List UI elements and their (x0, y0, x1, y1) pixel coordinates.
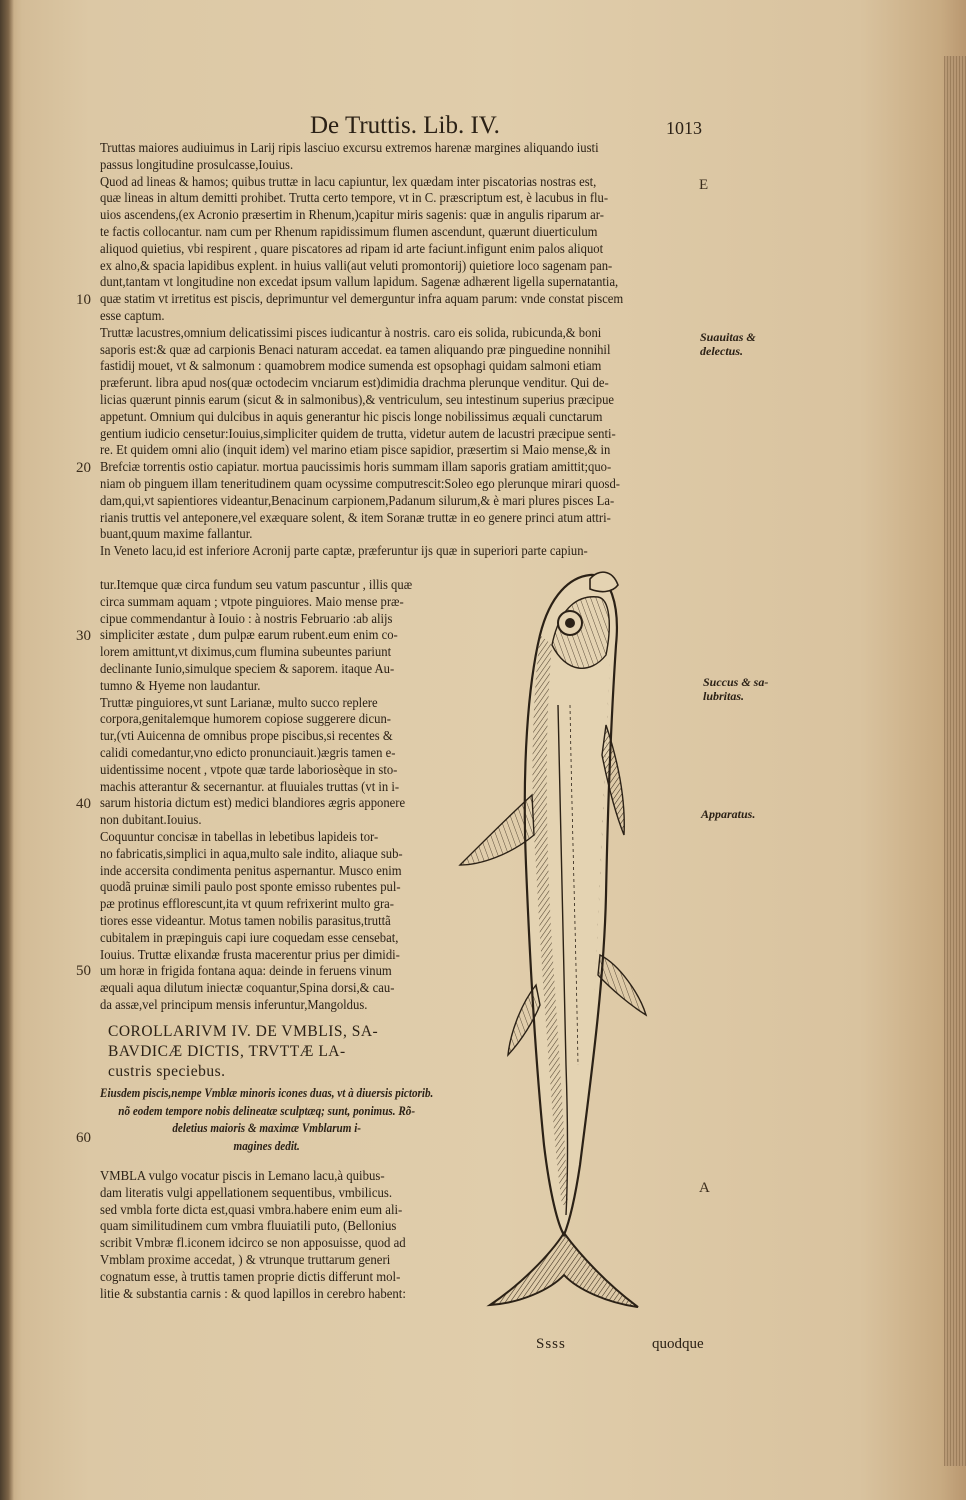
corollary-intro (100, 1085, 433, 1155)
text-block-3-line: Vmblam proxime accedat, ) & vtrunque truttarum generi (100, 1251, 391, 1267)
corollary-intro-line: deletius maioris & maximæ Vmblarum i- (172, 1121, 362, 1135)
line-number-60: 60 (76, 1130, 91, 1146)
text-block-2-line: cipue commendantur à Iouio : à nostris Februario :ab alijs (100, 610, 393, 626)
text-block-2-line: sarum historia dictum est) medici blandiores ægris apponere (100, 795, 406, 811)
text-block-2-line: declinante Iunio,simulque speciem & saporem. itaque Au- (100, 660, 395, 676)
line-number-30: 30 (76, 628, 91, 644)
corollary-title-line: custris speciebus. (108, 1063, 226, 1080)
text-block-2-line: calidi comedantur,vno edicto pronunciauit.)ægris tamen e- (100, 744, 396, 760)
text-block-2-line: pæ protinus efflorescunt,ita vt quum refrixerint multo gra- (100, 896, 394, 912)
text-block-2-line: circa summam aquam ; vtpote pinguiores. Maio mense præ- (100, 593, 404, 609)
fish-woodcut-illustration (440, 565, 750, 1325)
text-block-1-line: Truttas maiores audiuimus in Larij ripis lasciuo excursu extremos harenæ margines aliquando iusti (100, 140, 599, 155)
text-block-1-line: uios ascendens,(ex Acronio præsertim in Rhenum,)capitur miris sagenis: quæ in angulis riparum ar- (100, 207, 604, 223)
margin-letter-a: A (699, 1180, 710, 1196)
text-block-1-line: Truttæ lacustres,omnium delicatissimi pisces iudicantur à nostris. caro eis solida, rubicunda,& boni (100, 324, 602, 340)
text-block-1-line: buant,quum maxime fallantur. (100, 526, 253, 542)
catchword: quodque (652, 1336, 704, 1352)
text-block-1 (100, 140, 623, 560)
text-block-3-line: sed vmbla forte dicta est,quasi vmbra.habere enim eum ali- (100, 1201, 403, 1217)
text-block-2-line: tumno & Hyeme non laudantur. (100, 677, 261, 693)
line-number-20: 20 (76, 460, 91, 476)
text-block-1-line: dunt,tantam vt longitudine non excedat ipsum vallum lapidum. Sagenæ adhærent ligella supernatantia, (100, 274, 619, 290)
text-block-1-line: aliquod quietius, vbi respirent , quare piscatores ad ripam id arte faciunt.infigunt enim palos aliquot (100, 240, 604, 256)
text-block-2-line: Iouius. Truttæ elixandæ frusta macerentur prius per dimidi- (100, 946, 400, 962)
text-block-2-line: machis atterantur & secernantur. at fluuiales truttas (vt in i- (100, 778, 400, 794)
side-note-apparatus: Apparatus. (701, 807, 756, 821)
text-block-2-line: Truttæ pinguiores,vt sunt Larianæ, multo succo replere (100, 694, 378, 710)
text-block-1-line: Brefciæ torrentis ostio capiatur. mortua paucissimis horis summam illam saporis gratiam amittit;quo- (100, 459, 612, 475)
text-block-1-line: licias quærunt pinnis earum (sicut & in salmonibus),& ventriculum, seu intestinum superius præcipue (100, 391, 615, 407)
corollary-title (108, 1022, 378, 1082)
corollary-intro-line: nõ eodem tempore nobis delineatæ sculptæq; sunt, ponimus. Rõ- (118, 1103, 416, 1118)
running-title: De Truttis. Lib. IV. (310, 112, 500, 139)
text-block-1-line: saporis est:& quæ ad carpionis Benaci naturam accedat. ea tamen aliquando præ pinguedine nonnihil (100, 341, 611, 357)
side-note-suauitas: Suauitas & delectus. (700, 330, 756, 358)
text-block-1-line: præferunt. libra apud nos(quæ octodecim vnciarum est)dimidia drachma plerunque venditur. Qui de- (100, 375, 609, 391)
text-block-2 (100, 577, 412, 1014)
text-block-1-line: In Veneto lacu,id est inferiore Acronij parte captæ, præferuntur ijs quæ in superiori parte capiun- (100, 543, 588, 559)
line-number-40: 40 (76, 796, 91, 812)
text-block-3-line: VMBLA vulgo vocatur piscis in Lemano lacu,à quibus- (100, 1168, 385, 1183)
text-block-3 (100, 1168, 406, 1302)
text-block-2-line: Coquuntur concisæ in tabellas in lebetibus lapideis tor- (100, 828, 379, 844)
corollary-title-line: BAVDICÆ DICTIS, TRVTTÆ LA- (108, 1043, 346, 1060)
page-number: 1013 (666, 118, 702, 138)
text-block-1-line: Quod ad lineas & hamos; quibus truttæ in lacu capiuntur, lex quædam inter piscatorias nostras est, (100, 173, 597, 189)
text-block-2-line: inde accersita condimenta penitus aspernantur. Musco enim (100, 862, 402, 878)
text-block-2-line: cubitalem in præpinguis capi iure coquedam esse censebat, (100, 929, 399, 945)
text-block-3-line: cognatum esse, à truttis tamen proprie dictis differunt mol- (100, 1268, 401, 1284)
text-block-2-line: no fabricatis,simplici in aqua,multo sale indito, aliaque sub- (100, 845, 403, 861)
text-block-2-line: da assæ,vel principum mensis inferuntur,Mangoldus. (100, 996, 368, 1012)
text-block-2-line: corpora,genitalemque humorem copiose suggerere dicun- (100, 711, 392, 727)
text-block-2-line: tur,(vti Auicenna de omnibus prope piscibus,si recentes & (100, 728, 393, 744)
text-block-1-line: quæ lineas in altum demitti prohibet. Trutta certo tempore, vt in C. præscriptum est, è lacubus in flu- (100, 190, 609, 206)
text-block-3-line: quam similitudinem cum vmbra fluuiatili puto, (Bellonius (100, 1218, 397, 1234)
text-block-2-line: tur.Itemque quæ circa fundum seu vatum pascuntur , illis quæ (100, 577, 413, 592)
text-block-3-line: litie & substantia carnis : & quod lapillos in cerebro habent: (100, 1285, 406, 1301)
side-note-succus: Succus & sa- lubritas. (703, 675, 769, 703)
text-block-3-line: scribit Vmbræ fl.iconem idcirco se non apposuisse, quod ad (100, 1235, 406, 1251)
text-block-1-line: niam ob pinguem illam teneritudinem quam ocyssime computrescit:Soleo ego plerunque mirari quosd- (100, 475, 620, 491)
text-block-1-line: passus longitudine prosulcasse,Iouius. (100, 156, 294, 172)
signature-mark: Ssss (536, 1336, 566, 1352)
text-block-2-line: tiores esse videantur. Motus tamen nobilis parasitus,truttã (100, 912, 391, 928)
text-block-1-line: esse captum. (100, 307, 165, 323)
corollary-title-line: COROLLARIVM IV. DE VMBLIS, SA- (108, 1023, 379, 1040)
text-block-2-line: uidentissime nocent , vtpote quæ tarde laboriosèque in sto- (100, 761, 398, 777)
corollary-intro-line: Eiusdem piscis,nempe Vmblæ minoris icones duas, vt à diuersis pictorib. (100, 1086, 434, 1100)
text-block-1-line: appetunt. Omnium qui dulcibus in aquis generantur hic piscis longe nobilissimus æquali cunctarum (100, 408, 603, 424)
text-block-1-line: rianis truttis vel anteponere,vel exæquare solent, & item Soranæ truttæ in eo genere princi atum attri- (100, 509, 611, 525)
text-block-1-line: quæ statim vt irretitus est piscis, deprimuntur vel demerguntur infra aquam parum: vnde constat piscem (100, 291, 624, 307)
line-number-10: 10 (76, 292, 91, 308)
text-block-1-line: dam,qui,vt sapientiores videantur,Benacinum carpionem,Padanum silurum,& è mari plures pisces La- (100, 492, 615, 508)
line-number-50: 50 (76, 963, 91, 979)
text-block-1-line: gentium iudicio censetur:Iouius,simpliciter quidem de trutta, videtur autem de lacustri præcipue senti- (100, 425, 616, 441)
text-block-2-line: non dubitant.Iouius. (100, 812, 202, 828)
text-block-2-line: lorem amittunt,vt diximus,cum flumina subeuntes pariunt (100, 644, 392, 660)
text-block-1-line: re. Et quidem omni alio (inquit idem) vel marino etiam pisce sapidior, præsertim si Maio mense,& in (100, 442, 611, 458)
text-block-1-line: fastidij mouet, vt & salmonum : quamobrem modice sumenda est opsophagi quidam salmoni etiam (100, 358, 602, 374)
text-block-2-line: um horæ in frigida fontana aqua: deinde in feruens vinum (100, 963, 392, 979)
text-block-2-line: simpliciter æstate , dum pulpæ earum rubent.eum enim co- (100, 627, 398, 643)
text-block-1-line: te factis collocantur. nam cum per Rhenum rapidissimum flumen ascendunt, quærunt diuerticulum (100, 223, 598, 239)
text-block-2-line: æquali aqua dilutum iniectæ coquantur,Spina dorsi,& cau- (100, 980, 395, 996)
text-block-2-line: quodã pruinæ simili paulo post sponte emisso rubentes pul- (100, 879, 401, 895)
corollary-intro-line: magines dedit. (233, 1138, 300, 1153)
text-block-1-line: ex alno,& spacia lapidibus explent. in huius valli(aut veluti promontorij) quietiore loco sagenam pan- (100, 257, 613, 273)
margin-letter-e: E (699, 177, 709, 193)
page-edge (944, 56, 966, 1466)
text-block-3-line: dam literatis vulgi appellationem sequentibus, vmbilicus. (100, 1184, 393, 1200)
